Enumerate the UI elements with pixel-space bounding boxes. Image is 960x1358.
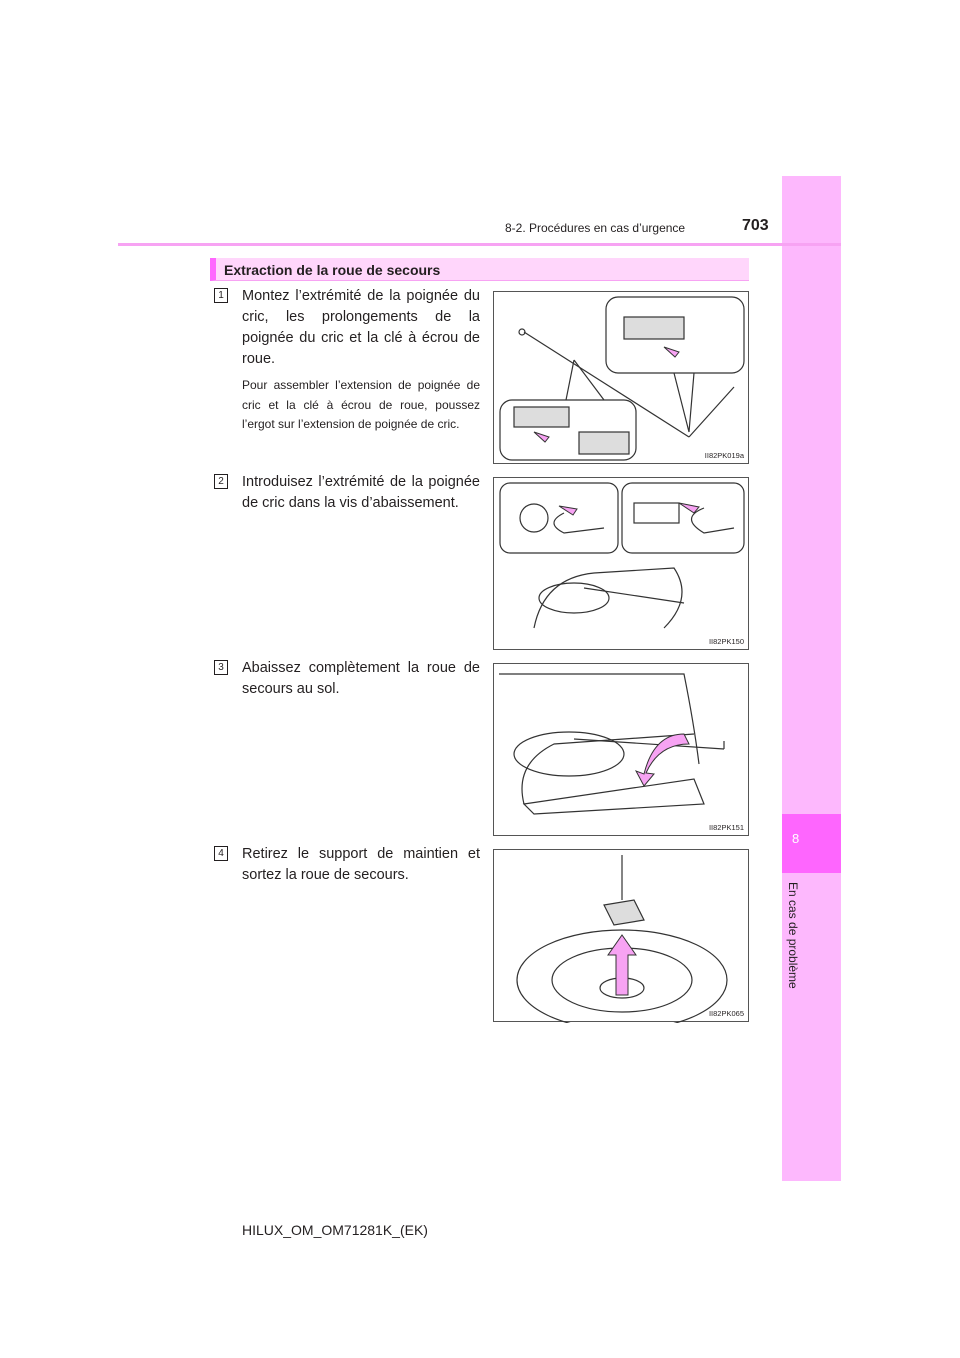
figure-code: II82PK150 <box>708 637 744 646</box>
section-title: 8-2. Procédures en cas d’urgence <box>505 221 686 235</box>
figure-lower-wheel <box>493 663 749 836</box>
remove-wheel-illustration <box>494 850 750 1023</box>
figure-code: II82PK151 <box>708 823 744 832</box>
chapter-tab <box>782 814 841 873</box>
lowering-screw-illustration <box>494 478 750 651</box>
figure-jack-handle <box>493 291 749 464</box>
chapter-title: En cas de problème <box>786 882 800 989</box>
figure-code: II82PK019a <box>704 451 744 460</box>
page-number: 703 <box>742 217 769 234</box>
lower-wheel-illustration <box>494 664 750 837</box>
step-number: 2 <box>214 474 228 489</box>
header-rule <box>118 243 841 246</box>
section-heading <box>210 258 749 281</box>
chapter-sidebar <box>782 176 841 1181</box>
step-number: 1 <box>214 288 228 303</box>
heading-text: Extraction de la roue de secours <box>224 262 441 278</box>
step-number: 3 <box>214 660 228 675</box>
step-text: Abaissez complètement la roue de secours au sol. <box>242 660 480 697</box>
jack-handle-illustration <box>494 292 750 465</box>
figure-remove-wheel <box>493 849 749 1022</box>
step-text: Montez l’extrémité de la poignée du cric, les prolongements de la poignée du cric et la clé à écrou de roue. <box>242 288 480 367</box>
figure-lowering-screw <box>493 477 749 650</box>
step-text: Introduisez l’extrémité de la poignée de cric dans la vis d’abaissement. <box>242 474 480 511</box>
figure-code: II82PK065 <box>708 1009 744 1018</box>
step-note: Pour assembler l’extension de poignée de cric et la clé à écrou de roue, poussez l’ergot sur l’extension de poignée de cric. <box>242 378 480 431</box>
step-text: Retirez le support de maintien et sortez la roue de secours. <box>242 846 480 883</box>
chapter-number: 8 <box>792 831 800 846</box>
document-footer: HILUX_OM_OM71281K_(EK) <box>242 1222 428 1238</box>
step-number: 4 <box>214 846 228 861</box>
